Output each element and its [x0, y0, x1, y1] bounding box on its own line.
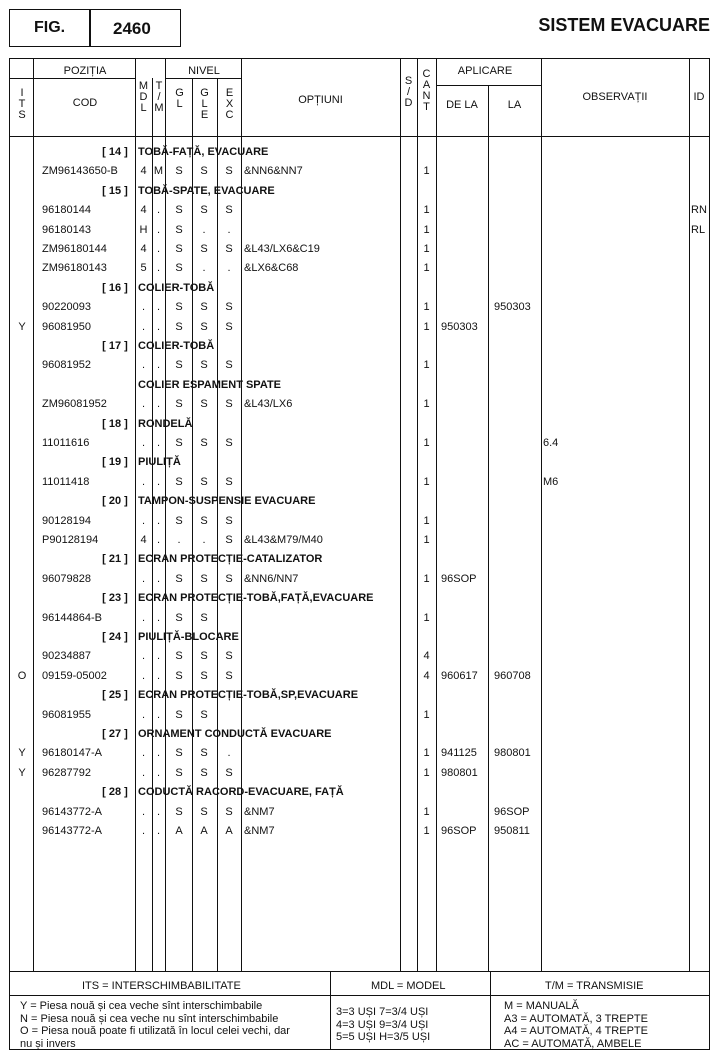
tm-cell: . [156, 534, 161, 546]
group-number: [ 24 ] [102, 631, 128, 643]
gl-cell: . [177, 534, 181, 546]
gle-cell: S [200, 204, 208, 217]
gle-cell: S [200, 301, 208, 314]
gle-cell: S [200, 243, 208, 255]
options-cell: &NM7 [244, 825, 275, 837]
part-row [0, 764, 724, 783]
part-code: ZM96081952 [42, 398, 107, 411]
tm-cell: . [156, 805, 161, 818]
grid-line [9, 136, 710, 137]
grid-line [9, 78, 135, 79]
mdl-cell: 5 [140, 262, 147, 275]
exc-cell: S [225, 398, 233, 411]
quantity-cell: 1 [423, 805, 430, 818]
group-header-row [0, 453, 724, 472]
gle-cell: S [200, 747, 208, 760]
exc-cell: S [225, 320, 233, 333]
applied-from-cell: 980801 [441, 766, 478, 779]
group-header-row [0, 376, 724, 395]
mdl-cell: 4 [140, 243, 147, 255]
group-number: [ 23 ] [102, 592, 128, 605]
part-row [0, 512, 724, 531]
group-number: [ 16 ] [102, 281, 128, 294]
exc-cell: S [225, 475, 233, 488]
observations-cell: 6.4 [543, 437, 559, 449]
gl-cell: S [175, 514, 183, 527]
part-code: 96287792 [42, 766, 91, 779]
part-row [0, 298, 724, 317]
gl-cell: S [175, 572, 183, 585]
group-number: [ 14 ] [102, 146, 128, 158]
header-dela: DE LA [446, 99, 478, 111]
gle-cell: S [200, 669, 208, 682]
tm-cell: . [156, 223, 161, 236]
legend-line: 4=3 UȘI 9=3/4 UȘI [336, 1018, 429, 1031]
quantity-cell: 1 [423, 359, 430, 372]
observations-cell: M6 [543, 475, 559, 488]
exc-cell: S [225, 359, 233, 372]
part-row [0, 434, 724, 453]
gl-cell: S [175, 708, 183, 721]
gl-cell: S [175, 747, 183, 760]
options-cell: &L43/LX6&C19 [244, 243, 320, 255]
options-cell: &LX6&C68 [244, 262, 299, 275]
header-pozitia: POZIȚIA [63, 65, 107, 77]
gle-cell: S [200, 650, 208, 663]
part-row [0, 570, 724, 589]
part-code: 90234887 [42, 650, 91, 663]
quantity-cell: 1 [423, 708, 430, 721]
mdl-cell: . [141, 320, 146, 333]
gle-cell: S [200, 320, 208, 333]
tm-cell: . [156, 572, 161, 585]
mdl-cell: 4 [140, 534, 147, 546]
group-header-row [0, 337, 724, 356]
part-row [0, 318, 724, 337]
grid-line [330, 971, 331, 1050]
applied-to-cell: 980801 [494, 747, 531, 760]
tm-cell: M [153, 165, 164, 178]
legend-line: O = Piesa nouă poate fi utilizată în locul celei vechi, dar [20, 1025, 290, 1037]
group-name: ECRAN PROTECȚIE-CATALIZATOR [138, 553, 323, 566]
its-cell: Y [18, 766, 26, 779]
quantity-cell: 1 [423, 223, 430, 236]
part-row [0, 201, 724, 220]
group-number: [ 19 ] [102, 456, 128, 469]
gle-cell: S [200, 572, 208, 585]
part-row [0, 647, 724, 666]
gl-cell: S [175, 320, 183, 333]
mdl-cell: . [141, 398, 146, 411]
tm-cell: . [156, 650, 161, 663]
part-row [0, 667, 724, 686]
part-code: 11011418 [42, 475, 90, 488]
part-row [0, 221, 724, 240]
header-observatii: OBSERVAȚII [582, 91, 648, 103]
options-cell: &NM7 [244, 805, 275, 818]
gle-cell: S [200, 611, 208, 624]
part-code: 11011616 [42, 437, 90, 449]
group-header-row [0, 492, 724, 511]
applied-from-cell: 950303 [441, 320, 478, 333]
exc-cell: S [225, 204, 233, 217]
tm-cell: . [156, 708, 161, 721]
mdl-cell: . [141, 766, 146, 779]
header-optiuni: OPȚIUNI [298, 94, 343, 106]
tm-cell: . [156, 301, 161, 314]
its-cell: Y [18, 320, 26, 333]
exc-cell: . [227, 223, 231, 236]
part-code: 09159-05002 [42, 669, 107, 682]
legend-mdl-title: MDL = MODEL [371, 980, 446, 992]
gl-cell: S [175, 262, 183, 275]
exc-cell: S [225, 572, 233, 585]
group-name: CODUCTĂ RACORD-EVACUARE, FAȚĂ [138, 786, 344, 799]
quantity-cell: 1 [423, 611, 430, 624]
grid-line [490, 971, 491, 1050]
quantity-cell: 1 [423, 165, 430, 178]
exc-cell: S [225, 243, 233, 255]
group-name: ECRAN PROTECȚIE-TOBĂ,SP,EVACUARE [138, 689, 359, 702]
legend-line: N = Piesa nouă și cea veche nu sînt interschimbabile [20, 1012, 279, 1025]
mdl-cell: . [141, 708, 146, 721]
part-row [0, 240, 724, 259]
legend-its-title: ITS = INTERSCHIMBABILITATE [82, 980, 241, 992]
quantity-cell: 1 [423, 262, 430, 275]
quantity-cell: 1 [423, 398, 430, 411]
quantity-cell: 4 [423, 669, 430, 682]
group-number: [ 25 ] [102, 689, 128, 702]
group-header-row [0, 415, 724, 434]
exc-cell: S [225, 650, 233, 663]
group-name: ORNAMENT CONDUCTĂ EVACUARE [138, 728, 332, 740]
exc-cell: S [225, 669, 233, 682]
applied-from-cell: 960617 [441, 669, 478, 682]
id-cell: RN [691, 204, 707, 217]
gl-cell: S [175, 204, 183, 217]
header-mdl: M D L [138, 80, 149, 114]
mdl-cell: . [141, 650, 146, 663]
mdl-cell: . [141, 359, 146, 372]
part-row [0, 744, 724, 763]
legend-tm-title: T/M = TRANSMISIE [545, 980, 644, 992]
tm-cell: . [156, 204, 161, 217]
gl-cell: S [175, 223, 183, 236]
gl-cell: S [175, 243, 183, 255]
legend-line: AC = AUTOMATĂ, AMBELE [504, 1037, 642, 1050]
header-its: I T S [18, 87, 26, 121]
quantity-cell: 4 [423, 650, 430, 663]
gle-cell: S [200, 475, 208, 488]
header-la: LA [507, 99, 522, 111]
gle-cell: S [200, 514, 208, 527]
grid-line [9, 971, 710, 972]
legend-line: M = MANUALĂ [504, 1000, 579, 1012]
gle-cell: S [200, 708, 208, 721]
applied-to-cell: 950811 [494, 825, 530, 837]
tm-cell: . [156, 825, 161, 837]
group-header-row [0, 589, 724, 608]
exc-cell: A [225, 825, 233, 837]
gle-cell: . [202, 223, 206, 236]
group-number: [ 17 ] [102, 340, 128, 352]
exc-cell: S [225, 165, 233, 178]
tm-cell: . [156, 475, 161, 488]
group-header-row [0, 783, 724, 802]
group-name: PIULIȚĂ [138, 456, 181, 469]
group-number: [ 28 ] [102, 786, 128, 799]
part-code: ZM96143650-B [42, 165, 118, 178]
header-sd: S / D [404, 75, 413, 109]
legend-line: nu și invers [20, 1037, 76, 1050]
gl-cell: S [175, 611, 183, 624]
applied-from-cell: 96SOP [441, 825, 477, 837]
page-title: SISTEM EVACUARE [538, 15, 710, 35]
header-id: ID [693, 91, 705, 103]
part-row [0, 803, 724, 822]
part-row [0, 531, 724, 550]
part-code: ZM96180143 [42, 262, 107, 275]
applied-from-cell: 96SOP [441, 572, 477, 585]
tm-cell: . [156, 262, 161, 275]
gl-cell: S [175, 165, 183, 178]
gl-cell: S [175, 805, 183, 818]
mdl-cell: . [141, 825, 146, 837]
part-row [0, 706, 724, 725]
header-tm: T / M [154, 80, 164, 114]
part-row [0, 162, 724, 181]
part-row [0, 356, 724, 375]
part-code: ZM96180144 [42, 243, 107, 255]
part-row [0, 473, 724, 492]
group-header-row [0, 279, 724, 298]
part-code: 96180144 [42, 204, 91, 217]
part-row [0, 609, 724, 628]
group-number: [ 27 ] [102, 728, 128, 740]
figure-number: 2460 [113, 19, 151, 38]
applied-to-cell: 960708 [494, 669, 531, 682]
applied-to-cell: 96SOP [494, 805, 530, 818]
part-code: 90128194 [42, 514, 91, 527]
tm-cell: . [156, 320, 161, 333]
part-code: 96081952 [42, 359, 91, 372]
mdl-cell: . [141, 572, 146, 585]
group-name: TOBĂ-FAȚĂ, EVACUARE [138, 146, 269, 158]
exc-cell: S [225, 514, 233, 527]
part-code: 96081950 [42, 320, 91, 333]
gl-cell: S [175, 669, 183, 682]
group-name: COLIER-TOBĂ [138, 281, 215, 294]
mdl-cell: . [141, 301, 146, 314]
grid-line [165, 78, 241, 79]
quantity-cell: 1 [423, 204, 430, 217]
legend-line: Y = Piesa nouă și cea veche sînt interschimbabile [20, 1000, 263, 1012]
part-row [0, 822, 724, 841]
id-cell: RL [691, 223, 706, 236]
group-name: TAMPON-SUSPENSIE EVACUARE [138, 495, 316, 508]
mdl-cell: . [141, 475, 146, 488]
mdl-cell: 4 [140, 204, 147, 217]
grid-line [436, 85, 541, 86]
group-number: [ 20 ] [102, 495, 128, 508]
group-number: [ 15 ] [102, 184, 128, 197]
header-exc: E X C [225, 87, 234, 121]
its-cell: Y [18, 747, 26, 760]
exc-cell: S [225, 301, 233, 314]
part-code: 96081955 [42, 708, 91, 721]
tm-cell: . [156, 359, 161, 372]
group-name: RONDELĂ [138, 417, 193, 430]
mdl-cell: . [141, 805, 146, 818]
part-code: 96144864-B [42, 611, 102, 624]
gle-cell: S [200, 437, 208, 449]
gle-cell: S [200, 359, 208, 372]
group-number: [ 18 ] [102, 417, 128, 430]
header-gl: G L [175, 87, 184, 110]
tm-cell: . [156, 747, 161, 760]
exc-cell: . [227, 747, 231, 760]
exc-cell: S [225, 766, 233, 779]
part-code: 96143772-A [42, 825, 102, 837]
gle-cell: . [202, 262, 206, 275]
group-header-row [0, 143, 724, 162]
group-number: [ 21 ] [102, 553, 128, 566]
part-row [0, 259, 724, 278]
gle-cell: S [200, 805, 208, 818]
gl-cell: S [175, 301, 183, 314]
legend-line: A4 = AUTOMATĂ, 4 TREPTE [504, 1025, 648, 1037]
gle-cell: S [200, 398, 208, 411]
group-name: TOBĂ-SPATE, EVACUARE [138, 184, 275, 197]
mdl-cell: . [141, 669, 146, 682]
gle-cell: S [200, 165, 208, 178]
quantity-cell: 1 [423, 437, 430, 449]
grid-line [9, 995, 710, 996]
tm-cell: . [156, 398, 161, 411]
header-aplicare: APLICARE [457, 65, 513, 77]
legend-line: 5=5 UȘI H=3/5 UȘI [336, 1031, 431, 1043]
applied-to-cell: 950303 [494, 301, 531, 314]
group-name: ECRAN PROTECȚIE-TOBĂ,FAȚĂ,EVACUARE [138, 592, 374, 605]
its-cell: O [17, 669, 27, 682]
group-header-row [0, 686, 724, 705]
options-cell: &NN6/NN7 [244, 572, 299, 585]
exc-cell: . [227, 262, 231, 275]
mdl-cell: . [141, 514, 146, 527]
quantity-cell: 1 [423, 243, 430, 255]
options-cell: &L43/LX6 [244, 398, 293, 411]
part-row [0, 395, 724, 414]
exc-cell: S [225, 534, 233, 546]
quantity-cell: 1 [423, 825, 430, 837]
mdl-cell: . [141, 747, 146, 760]
header-nivel: NIVEL [188, 65, 220, 77]
gl-cell: S [175, 475, 183, 488]
group-name: PIULIȚĂ-BLOCARE [138, 631, 239, 643]
gl-cell: S [175, 437, 183, 449]
header-cod: COD [72, 97, 98, 109]
tm-cell: . [156, 669, 161, 682]
header-cant: C A N T [422, 68, 431, 113]
gle-cell: . [202, 534, 206, 546]
gle-cell: S [200, 766, 208, 779]
figure-label: FIG. [34, 19, 66, 36]
quantity-cell: 1 [423, 514, 430, 527]
part-code: 96079828 [42, 572, 91, 585]
options-cell: &NN6&NN7 [244, 165, 303, 178]
options-cell: &L43&M79/M40 [244, 534, 323, 546]
gl-cell: S [175, 650, 183, 663]
gl-cell: S [175, 766, 183, 779]
legend-line: 3=3 UȘI 7=3/4 UȘI [336, 1006, 429, 1018]
tm-cell: . [156, 766, 161, 779]
group-header-row [0, 550, 724, 569]
gl-cell: A [175, 825, 183, 837]
quantity-cell: 1 [423, 572, 430, 585]
gle-cell: A [200, 825, 208, 837]
quantity-cell: 1 [423, 320, 430, 333]
tm-cell: . [156, 243, 161, 255]
part-code: 96180147-A [42, 747, 102, 760]
group-name: COLIER-TOBĂ [138, 340, 215, 352]
quantity-cell: 1 [423, 475, 430, 488]
tm-cell: . [156, 611, 161, 624]
gl-cell: S [175, 398, 183, 411]
quantity-cell: 1 [423, 766, 430, 779]
quantity-cell: 1 [423, 534, 430, 546]
mdl-cell: . [141, 437, 146, 449]
part-code: P90128194 [42, 534, 99, 546]
part-code: 96143772-A [42, 805, 102, 818]
group-name: COLIER ESPAMENT SPATE [138, 378, 282, 391]
tm-cell: . [156, 514, 161, 527]
group-header-row [0, 725, 724, 744]
quantity-cell: 1 [423, 301, 430, 314]
mdl-cell: . [141, 611, 146, 624]
gl-cell: S [175, 359, 183, 372]
tm-cell: . [156, 437, 161, 449]
part-code: 96180143 [42, 223, 91, 236]
group-header-row [0, 628, 724, 647]
mdl-cell: 4 [140, 165, 147, 178]
part-code: 90220093 [42, 301, 91, 314]
mdl-cell: H [139, 223, 148, 236]
exc-cell: S [225, 805, 233, 818]
legend-line: A3 = AUTOMATĂ, 3 TREPTE [504, 1012, 648, 1025]
quantity-cell: 1 [423, 747, 430, 760]
exc-cell: S [225, 437, 233, 449]
applied-from-cell: 941125 [441, 747, 477, 760]
group-header-row [0, 182, 724, 201]
header-gle: G L E [200, 87, 209, 121]
